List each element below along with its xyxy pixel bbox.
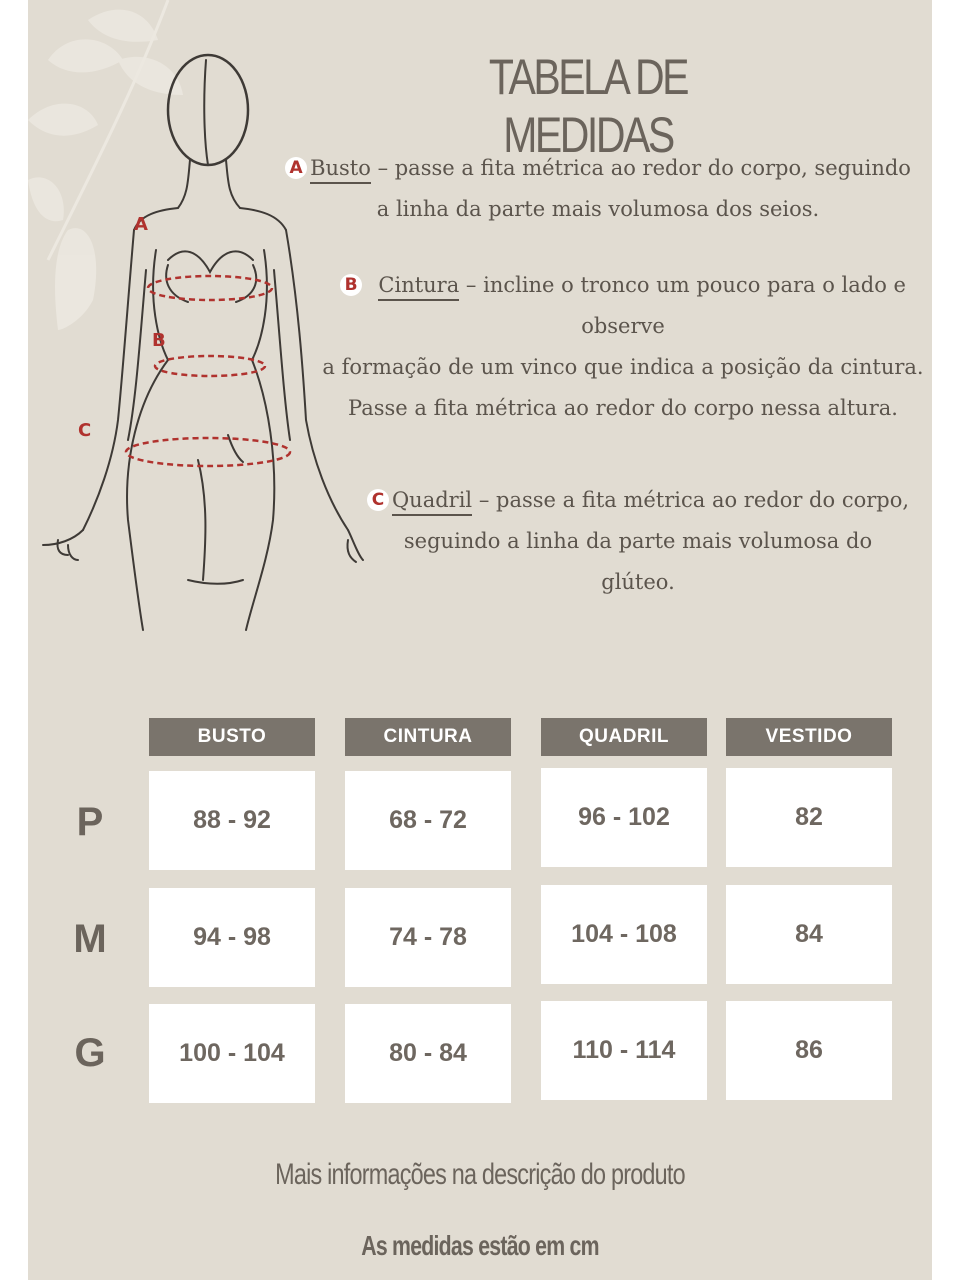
badge-a: A — [285, 157, 307, 179]
header-busto: BUSTO — [149, 718, 315, 756]
term-cintura: Cintura — [378, 273, 459, 301]
badge-b: B — [340, 274, 362, 296]
cell-p-cintura: 68 - 72 — [345, 771, 511, 870]
size-label-g: G — [74, 1031, 106, 1075]
size-label-m: M — [73, 917, 107, 961]
cell-p-quadril: 96 - 102 — [541, 768, 707, 867]
cell-g-quadril: 110 - 114 — [541, 1001, 707, 1100]
cell-g-vestido: 86 — [726, 1001, 892, 1100]
cell-g-cintura: 80 - 84 — [345, 1004, 511, 1103]
cintura-line-2: observe — [581, 314, 665, 338]
header-vestido: VESTIDO — [726, 718, 892, 756]
cell-m-quadril: 104 - 108 — [541, 885, 707, 984]
footer-info: Mais informações na descrição do produto — [275, 1158, 685, 1191]
cell-m-vestido: 84 — [726, 885, 892, 984]
instruction-quadril — [358, 480, 918, 603]
figure-label-b: B — [152, 330, 166, 351]
cell-p-busto: 88 - 92 — [149, 771, 315, 870]
quadril-line-1: – passe a fita métrica ao redor do corpo, — [472, 488, 910, 512]
term-quadril: Quadril — [392, 488, 472, 516]
cintura-line-1: – incline o tronco um pouco para o lado e — [459, 273, 906, 297]
instruction-cintura — [318, 265, 928, 429]
cell-p-vestido: 82 — [726, 768, 892, 867]
footer-units: As medidas estão em cm — [361, 1230, 599, 1261]
cell-m-cintura: 74 - 78 — [345, 888, 511, 987]
page-title: TABELA DE MEDIDAS — [488, 49, 688, 163]
header-cintura: CINTURA — [345, 718, 511, 756]
quadril-line-2: seguindo a linha da parte mais volumosa do — [403, 529, 873, 553]
badge-c: C — [367, 489, 389, 511]
busto-line-2: a linha da parte mais volumosa dos seios. — [376, 197, 820, 221]
cell-g-busto: 100 - 104 — [149, 1004, 315, 1103]
cintura-line-4: Passe a fita métrica ao redor do corpo nessa altura. — [348, 396, 898, 420]
term-busto: Busto — [310, 156, 371, 184]
figure-label-c: C — [78, 420, 92, 441]
size-chart-page — [28, 0, 932, 1280]
busto-line-1: – passe a fita métrica ao redor do corpo, seguindo — [370, 156, 911, 180]
quadril-line-3: glúteo. — [601, 570, 675, 594]
cell-m-busto: 94 - 98 — [149, 888, 315, 987]
cintura-line-3: a formação de um vinco que indica a posição da cintura. — [322, 355, 924, 379]
header-quadril: QUADRIL — [541, 718, 707, 756]
instruction-busto — [278, 148, 918, 230]
figure-label-a: A — [134, 214, 148, 235]
size-label-p: P — [76, 800, 104, 844]
